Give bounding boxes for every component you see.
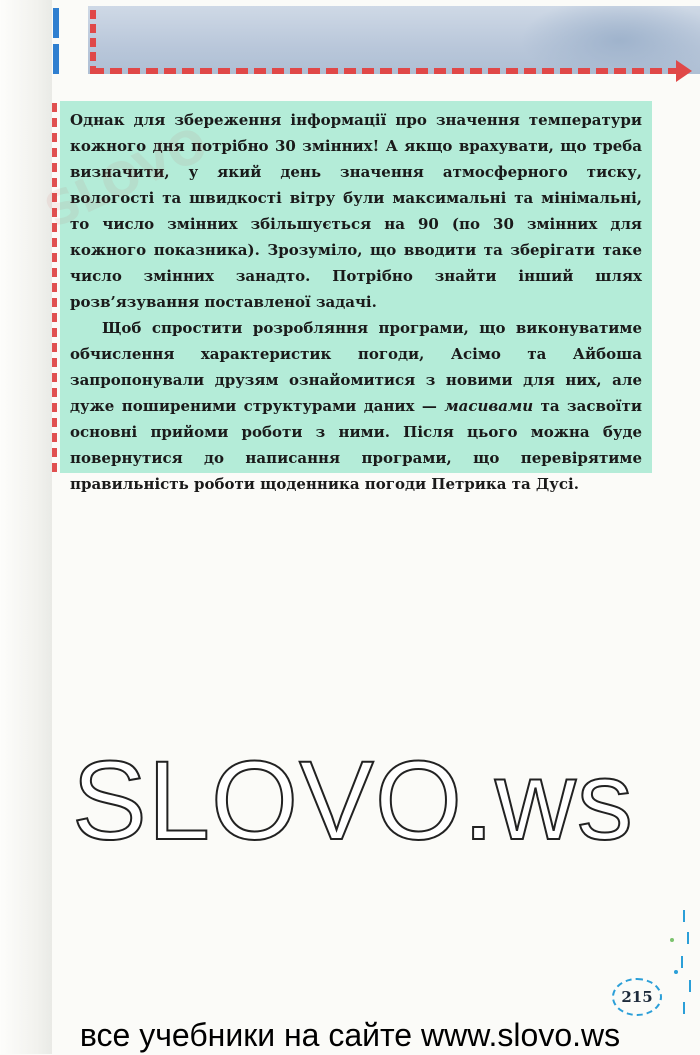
paragraph-2-start: Щоб спростити розробляння програми, що виконуватиме обчислення характеристик погоди, Асімо та Айбоша запропонували друзям ознайомитися з новими для них, але дуже поширеними структурами даних — bbox=[70, 319, 642, 415]
spine-marker bbox=[53, 44, 59, 74]
textbox-dashed-border bbox=[52, 103, 57, 475]
emphasized-term: масивами bbox=[444, 397, 534, 415]
text-block bbox=[60, 101, 652, 493]
paragraph-2-end: та засвоїти основні прийоми роботи з ними. Після цього можна буде повернутися до написання програми, що перевірятиме правильність роботи щоденника погоди Петрика та Дусі. bbox=[70, 397, 642, 493]
header-banner bbox=[88, 6, 700, 74]
paragraph-2 bbox=[70, 315, 642, 497]
arrow-right-icon bbox=[676, 60, 692, 82]
footer-site-text: все учебники на сайте www.slovo.ws bbox=[79, 1017, 621, 1053]
page-number: 215 bbox=[612, 978, 662, 1016]
paragraph-1: Однак для збереження інформації про значення температури кожного дня потрібно 30 змінних! А якщо врахувати, що треба визначити, у який день значення атмосферного тиску, вологості та швидкості вітру були максимальні та мінімальні, то число змінних збільшується на 90 (по 30 змінних для кожного показника). Зрозуміло, що вводити та зберігати таке число змінних занадто. Потрібно знайти інший шлях розв’язування поставленої задачі. bbox=[70, 111, 642, 311]
corner-decoration-icon bbox=[664, 910, 694, 1020]
page-spine-shadow bbox=[0, 0, 52, 1054]
spine-marker bbox=[53, 8, 59, 38]
watermark-text: SLOVO.ws bbox=[72, 738, 634, 863]
header-dashed-border bbox=[90, 10, 96, 74]
header-dashed-arrow-line bbox=[92, 68, 678, 74]
